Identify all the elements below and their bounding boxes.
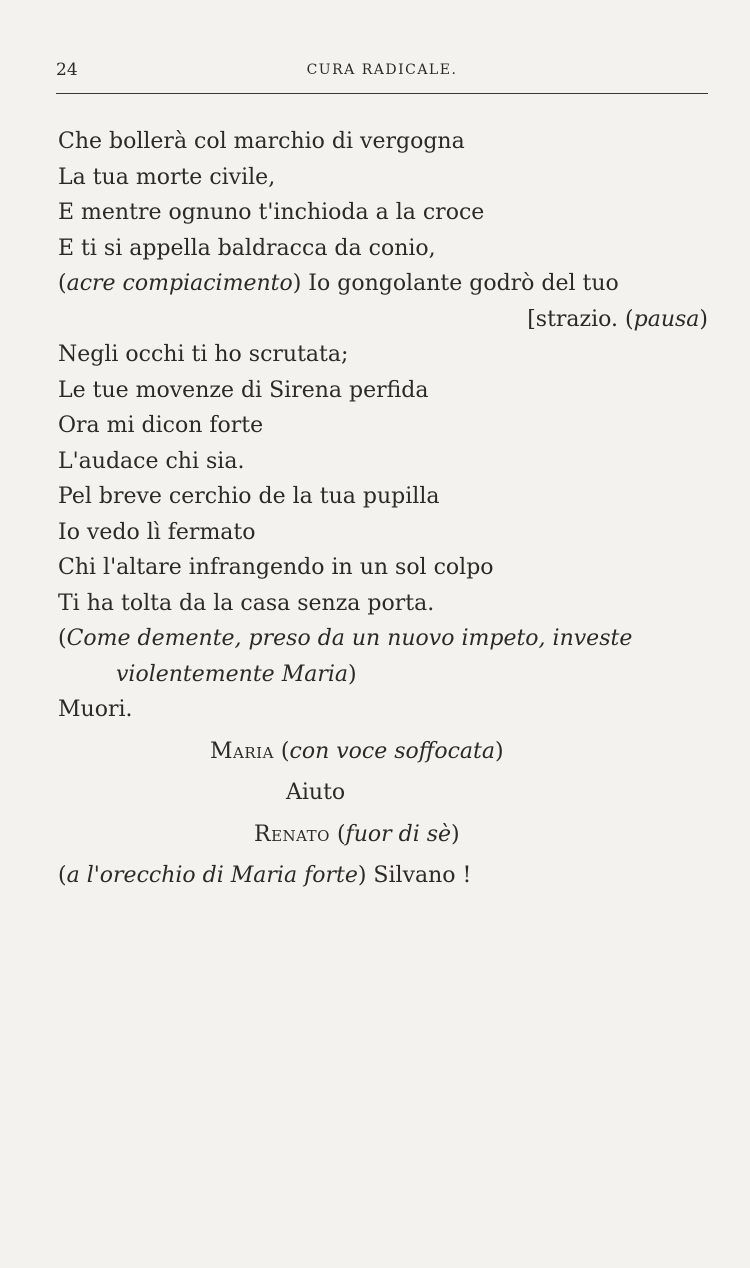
verse-text bbox=[58, 124, 708, 894]
verse-line-with-direction: (acre compiacimento) Io gongolante godrò del tuo bbox=[58, 271, 619, 296]
verse-line: L'audace chi sia. bbox=[58, 448, 245, 474]
speaker-cue-renato: Renato (fuor di sè) bbox=[254, 821, 460, 847]
verse-line: Chi l'altare infrangendo in un sol colpo bbox=[58, 555, 494, 580]
stage-direction-line: violentemente Maria) bbox=[116, 661, 357, 687]
verse-line: La tua morte civile, bbox=[58, 164, 276, 190]
verse-line: Ora mi dicon forte bbox=[58, 413, 264, 438]
verse-line: Aiuto bbox=[286, 780, 346, 805]
page-number: 24 bbox=[56, 60, 78, 80]
speaker-cue-maria: Maria (con voce soffocata) bbox=[210, 738, 504, 764]
verse-line: Ti ha tolta da la casa senza porta. bbox=[58, 590, 435, 616]
page-header bbox=[56, 58, 708, 88]
stage-direction: Come demente, preso da un nuovo impeto, investe bbox=[66, 626, 633, 651]
verse-line: Che bollerà col marchio di vergogna bbox=[58, 129, 465, 154]
verse-text-span: Io gongolante godrò del tuo bbox=[301, 271, 619, 296]
stage-direction: a l'orecchio di Maria forte bbox=[66, 863, 358, 888]
verse-line: Negli occhi ti ho scrutata; bbox=[58, 342, 349, 367]
speaker-name: Maria bbox=[210, 738, 274, 764]
header-rule bbox=[56, 93, 708, 94]
verse-line-with-direction: (a l'orecchio di Maria forte) Silvano ! bbox=[58, 863, 472, 888]
stage-direction: con voce soffocata bbox=[289, 738, 495, 764]
verse-line: E mentre ognuno t'inchioda a la croce bbox=[58, 200, 485, 225]
running-title: CURA RADICALE. bbox=[306, 62, 458, 78]
verse-text-span: Silvano ! bbox=[366, 863, 472, 888]
stage-direction: acre compiacimento bbox=[66, 271, 293, 296]
verse-line: E ti si appella baldracca da conio, bbox=[58, 235, 436, 261]
stage-direction-line: (Come demente, preso da un nuovo impeto, investe bbox=[58, 626, 633, 651]
stage-direction: fuor di sè bbox=[345, 821, 452, 847]
verse-line: Io vedo lì fermato bbox=[58, 519, 256, 545]
stage-direction: violentemente Maria bbox=[116, 661, 349, 687]
verse-line: Muori. bbox=[58, 697, 133, 722]
speaker-name: Renato bbox=[254, 821, 330, 847]
verse-text-span: [strazio. bbox=[527, 306, 626, 332]
verse-line: Pel breve cerchio de la tua pupilla bbox=[58, 484, 440, 509]
stage-direction: pausa bbox=[633, 306, 700, 332]
verse-line: Le tue movenze di Sirena perfida bbox=[58, 377, 429, 403]
verse-line-continuation: [strazio. (pausa) bbox=[527, 306, 708, 332]
